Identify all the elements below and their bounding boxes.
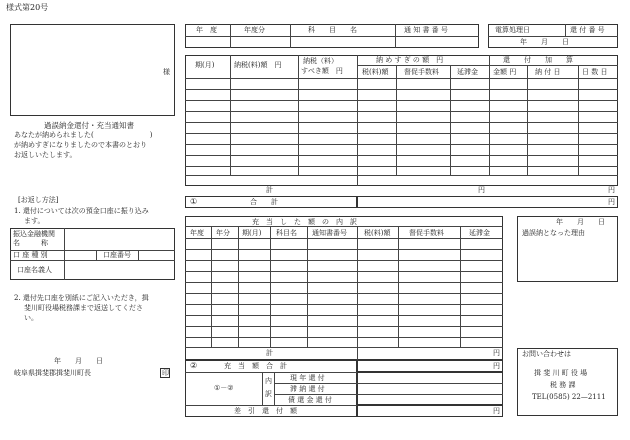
contact-label: お問い合わせは	[522, 350, 571, 358]
charged-total-cell	[357, 360, 503, 372]
sashihiki-value-cell	[357, 405, 503, 417]
diff-label: ①－②	[214, 384, 234, 392]
notice-line1: あなたが納められました( )	[14, 131, 153, 139]
col-refund-days: 日 数 日	[582, 68, 608, 76]
alloc-col-nendo: 年度	[190, 229, 204, 237]
col-overpaid-fee: 督促手数料	[404, 68, 439, 76]
grand-circle-1: ①	[190, 197, 198, 206]
alloc-col-tsuchi: 通知書番号	[312, 229, 347, 237]
genendo-label: 現 年 還 付	[290, 374, 325, 382]
account-holder-label: 口座名義人	[17, 266, 52, 274]
repay-item1-line1: 1. 還付については次の預金口座に振り込み	[14, 207, 149, 215]
hdr-nendobun: 年度分	[244, 26, 265, 34]
charged-circle: ②	[190, 361, 198, 370]
bank-label-2: 名 称	[13, 239, 48, 247]
repay-item2-line1: 2. 還付先口座を別紙にご記入いただき，揖	[14, 294, 149, 302]
main-total-yen-2: 円	[608, 186, 615, 194]
contact-office: 揖 斐 川 町 役 場	[534, 369, 588, 377]
col-overpaid-group: 納 め す ぎ の 額 円	[376, 56, 444, 64]
alloc-col-fee: 督促手数料	[409, 229, 444, 237]
uchi-2: 訳	[265, 390, 272, 398]
bank-label-1: 振込金融機関	[13, 230, 55, 238]
hdr-tsuchi-no: 通 知 書 番 号	[404, 26, 448, 34]
account-type-label: 口 座 種 別	[13, 251, 48, 259]
col-overpaid-late: 延滞金	[457, 68, 478, 76]
hdr-kamoku: 科 目 名	[308, 26, 357, 34]
alloc-col-tax: 税(料)額	[364, 229, 391, 237]
signer-seal: 印	[162, 369, 169, 377]
signer-date: 年 月 日	[54, 357, 103, 365]
allocation-heading: 充 当 し た 額 の 内 訳	[252, 218, 357, 226]
uchi-1: 内	[265, 377, 272, 385]
hdr-kanpu-no: 還 付 番 号	[570, 26, 605, 34]
form-number: 様式第20号	[6, 3, 49, 12]
repay-item2-line3: い。	[24, 314, 38, 322]
repay-item1-line2: ます。	[24, 217, 45, 225]
charged-total-yen: 円	[493, 362, 500, 370]
contact-tel: TEL(0585) 22—2111	[532, 393, 606, 401]
grand-total-label: 合 計	[250, 198, 278, 206]
col-overpaid-tax: 税(料)額	[362, 68, 389, 76]
col-due-line2: すべき額 円	[301, 67, 343, 75]
hdr-denshi: 電算処理日	[495, 26, 530, 34]
col-due-line1: 納税（料）	[303, 57, 338, 65]
grand-total-yen: 円	[608, 198, 615, 206]
alloc-col-nendobun: 年分	[216, 229, 230, 237]
reason-label: 過誤納となった理由	[522, 229, 585, 237]
main-total-yen-1: 円	[478, 186, 485, 194]
col-tax-amount: 納税(料)額 円	[234, 61, 282, 69]
main-total-label: 計	[266, 186, 273, 194]
sashihiki-yen: 円	[493, 407, 500, 415]
signer-name: 岐阜県揖斐郡揖斐川町長	[14, 369, 91, 377]
col-period: 期(月)	[195, 61, 215, 69]
saiken-label: 債 還 金 還 付	[288, 396, 332, 404]
recipient-suffix: 様	[163, 68, 170, 76]
tainou-label: 滞 納 還 付	[290, 385, 325, 393]
notice-line3: お返しいたします。	[14, 151, 77, 159]
repay-item2-line2: 斐川町役場税務課まで返送してくださ	[24, 304, 143, 312]
repay-heading: [お返し方法]	[18, 196, 59, 204]
grand-total-value-cell	[357, 196, 618, 208]
recipient-box	[10, 24, 175, 116]
charged-total-label: 充 当 額 合 計	[224, 362, 287, 370]
reason-date: 年 月 日	[556, 218, 605, 226]
notice-line2: が納めすぎになりましたので本書のとおり	[14, 141, 147, 149]
hdr-nendo: 年 度	[196, 26, 217, 34]
sashihiki-label: 差 引 還 付 額	[234, 407, 297, 415]
breakdown-value-cell	[357, 372, 503, 405]
contact-dept: 税 務 課	[550, 381, 576, 389]
alloc-col-period: 期(月)	[242, 229, 262, 237]
col-refund-group: 還 付 加 算	[503, 56, 573, 64]
col-refund-amount: 金額 円	[493, 68, 517, 76]
alloc-col-late: 延滞金	[469, 229, 490, 237]
col-refund-date: 納 付 日	[535, 68, 561, 76]
alloc-total-label: 計	[266, 349, 273, 357]
notice-title: 過誤納金還付・充当通知書	[44, 121, 134, 130]
alloc-col-kamoku: 科目名	[276, 229, 297, 237]
account-no-label: 口座番号	[103, 251, 131, 259]
hdr-date: 年 月 日	[520, 38, 569, 46]
alloc-total-yen: 円	[493, 349, 500, 357]
